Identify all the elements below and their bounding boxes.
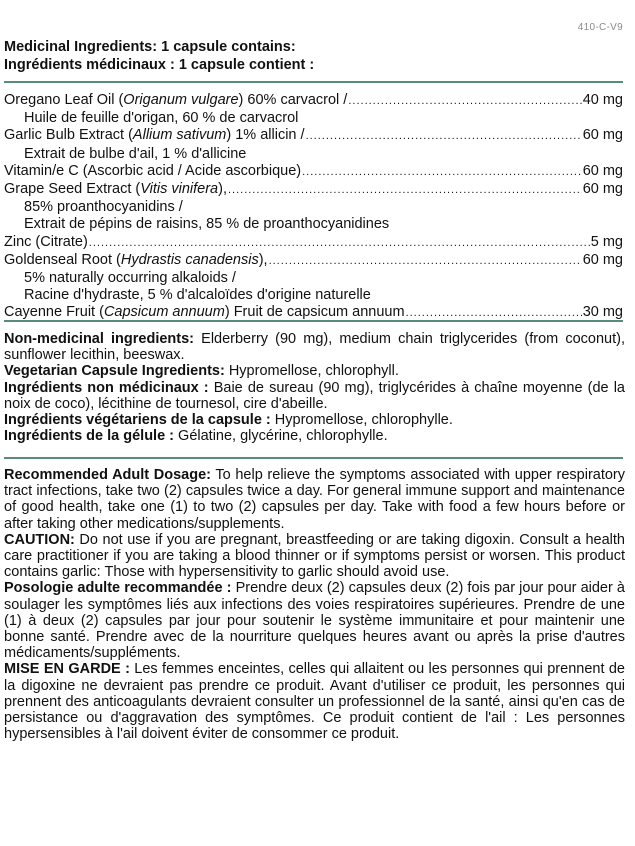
ingredient-translation: Racine d'hydraste, 5 % d'alcaloïdes d'origine naturelle [24, 287, 371, 304]
ingredient-latin-name: Allium sativum [132, 127, 227, 144]
dosage-label: Recommended Adult Dosage: [4, 467, 211, 483]
ingredient-name-text: Cayenne Fruit ( [4, 304, 104, 321]
ingredient-translation: 85% proanthocyanidins / [24, 199, 183, 216]
dosage-section [4, 467, 625, 742]
ingredient-amount: 60 mg [582, 181, 623, 198]
leader-dots [89, 235, 590, 252]
dosage-paragraph [4, 580, 625, 661]
ingredient-name-suffix: ), [218, 181, 227, 198]
ingredient-name-text: Vitamin/e C (Ascorbic acid / Acide ascorbique) [4, 162, 302, 179]
ingredient-amount: 5 mg [590, 233, 623, 250]
dosage-label: Posologie adulte recommandée : [4, 580, 232, 597]
ingredient-latin-name: Vitis vinifera [140, 181, 219, 198]
divider-middle [4, 320, 623, 322]
ingredient-translation: Extrait de pépins de raisins, 85 % de proanthocyanidines [24, 216, 390, 233]
nonmed-text: Baie de sureau (90 mg), triglycérides à chaîne moyenne (de la noix de coco), lécithine de tournesol, cire d'abeille. [4, 379, 625, 412]
ingredient-row [4, 127, 623, 145]
ingredient-name-text: Grape Seed Extract ( [4, 181, 141, 198]
ingredient-name-suffix: ) 60% carvacrol / [238, 92, 348, 108]
nonmed-label: Ingrédients non médicinaux : [4, 379, 209, 396]
nonmed-paragraph [4, 412, 625, 428]
ingredient-row [4, 181, 623, 199]
ingredient-name-text: Goldenseal Root ( [4, 251, 121, 268]
dosage-text: To help relieve the symptoms associated with upper respiratory tract infections, take two (2) capsules twice a day. For general immune support and maintenance of good health, take one (1) to two (2) capsules per day. Take with food a few hours before or after taking other medications/supplements. [4, 467, 626, 532]
ingredient-name-text: Oregano Leaf Oil ( [4, 92, 124, 108]
dosage-label: CAUTION: [4, 531, 75, 548]
ingredient-name-suffix: ) Fruit de capsicum annuum [224, 304, 405, 321]
divider-top [4, 81, 623, 83]
ingredient-amount: 30 mg [582, 304, 623, 321]
ingredient-name-text: Zinc (Citrate) [4, 233, 88, 250]
nonmed-text: Gélatine, glycérine, chlorophylle. [174, 428, 388, 445]
ingredient-translation: Huile de feuille d'origan, 60 % de carvacrol [24, 110, 299, 127]
ingredient-row [4, 163, 623, 181]
dosage-text: Prendre deux (2) capsules deux (2) fois par jour pour aider à soulager les symptômes liés aux infections des voies respiratoires supérieures. Prendre de une (1) à deux (2) capsules par jour pour soutenir le système immunitaire et pour maintenir une bonne santé. Prendre avec de la nourriture quelques heures avant ou après la prise d'autres médicaments/suppléments. [4, 580, 625, 662]
nonmed-label: Ingrédients végétariens de la capsule : [4, 412, 271, 429]
header-english: Medicinal Ingredients: 1 capsule contains: [4, 39, 296, 55]
nonmed-paragraph [4, 331, 625, 363]
header-french: Ingrédients médicinaux : 1 capsule contient : [4, 57, 315, 73]
dosage-text: Les femmes enceintes, celles qui allaitent ou les personnes qui prennent de la digoxine ne devraient pas prendre ce produit. Avant d'utiliser ce produit, les personnes qui prennent des anticoagulants devraient consulter un professionnel de la santé, ainsi qu'en cas de persistance ou d'aggravation des symptômes. Ce produit contient de l'ail : Les personnes hypersensibles à l'ail doivent éviter de consommer ce produit. [4, 661, 625, 743]
nonmed-label: Vegetarian Capsule Ingredients: [4, 363, 225, 380]
leader-dots [348, 93, 581, 110]
ingredient-amount: 40 mg [582, 92, 623, 108]
ingredient-amount: 60 mg [582, 251, 623, 268]
ingredient-amount: 60 mg [582, 162, 623, 179]
leader-dots [306, 128, 582, 145]
leader-dots [228, 182, 582, 199]
nonmed-paragraph [4, 380, 625, 412]
leader-dots [302, 164, 582, 181]
ingredient-row [4, 234, 623, 252]
dosage-text: Do not use if you are pregnant, breastfeeding or are taking digoxin. Consult a health care practitioner if you are taking a blood thinner or if symptoms persist or worsen. This product contains garlic: Those with hypersensitivity to garlic should avoid use. [4, 531, 625, 581]
leader-dots [269, 253, 582, 270]
ingredient-name-text: Garlic Bulb Extract ( [4, 127, 133, 144]
ingredient-latin-name: Hydrastis canadensis [120, 251, 259, 268]
dosage-paragraph [4, 661, 625, 742]
ingredient-name [4, 127, 305, 144]
medicinal-header [4, 38, 625, 74]
ingredient-translation: 5% naturally occurring alkaloids / [24, 270, 236, 287]
nonmed-text: Hypromellose, chlorophyll. [224, 363, 399, 380]
nonmed-paragraph [4, 428, 625, 444]
dosage-paragraph [4, 467, 625, 532]
non-medicinal-section [4, 331, 625, 444]
ingredient-name [4, 234, 88, 251]
ingredient-name [4, 92, 347, 109]
ingredient-row [4, 92, 623, 110]
ingredient-amount: 60 mg [582, 127, 623, 144]
nonmed-text: Hypromellose, chlorophylle. [270, 412, 453, 429]
ingredient-name [4, 163, 301, 180]
ingredient-name [4, 181, 227, 198]
nonmed-text: Elderberry (90 mg), medium chain triglycerides (from coconut), sunflower lecithin, beeswax. [4, 331, 625, 364]
dosage-paragraph [4, 532, 625, 581]
nonmed-label: Ingrédients de la gélule : [4, 428, 175, 445]
ingredient-translation: Extrait de bulbe d'ail, 1 % d'allicine [24, 145, 247, 162]
divider-bottom [4, 457, 623, 459]
dosage-label: MISE EN GARDE : [4, 661, 130, 678]
ingredient-latin-name: Capsicum annuum [103, 304, 225, 321]
ingredient-name-suffix: ) 1% allicin / [226, 127, 305, 144]
nonmed-paragraph [4, 363, 625, 379]
label-code: 410-C-V9 [577, 22, 623, 33]
ingredient-row [4, 252, 623, 270]
ingredient-name-suffix: ), [258, 251, 268, 268]
ingredient-name [4, 252, 268, 269]
ingredient-list [4, 92, 623, 323]
nonmed-label: Non-medicinal ingredients: [4, 331, 195, 347]
ingredient-latin-name: Origanum vulgare [123, 92, 239, 108]
